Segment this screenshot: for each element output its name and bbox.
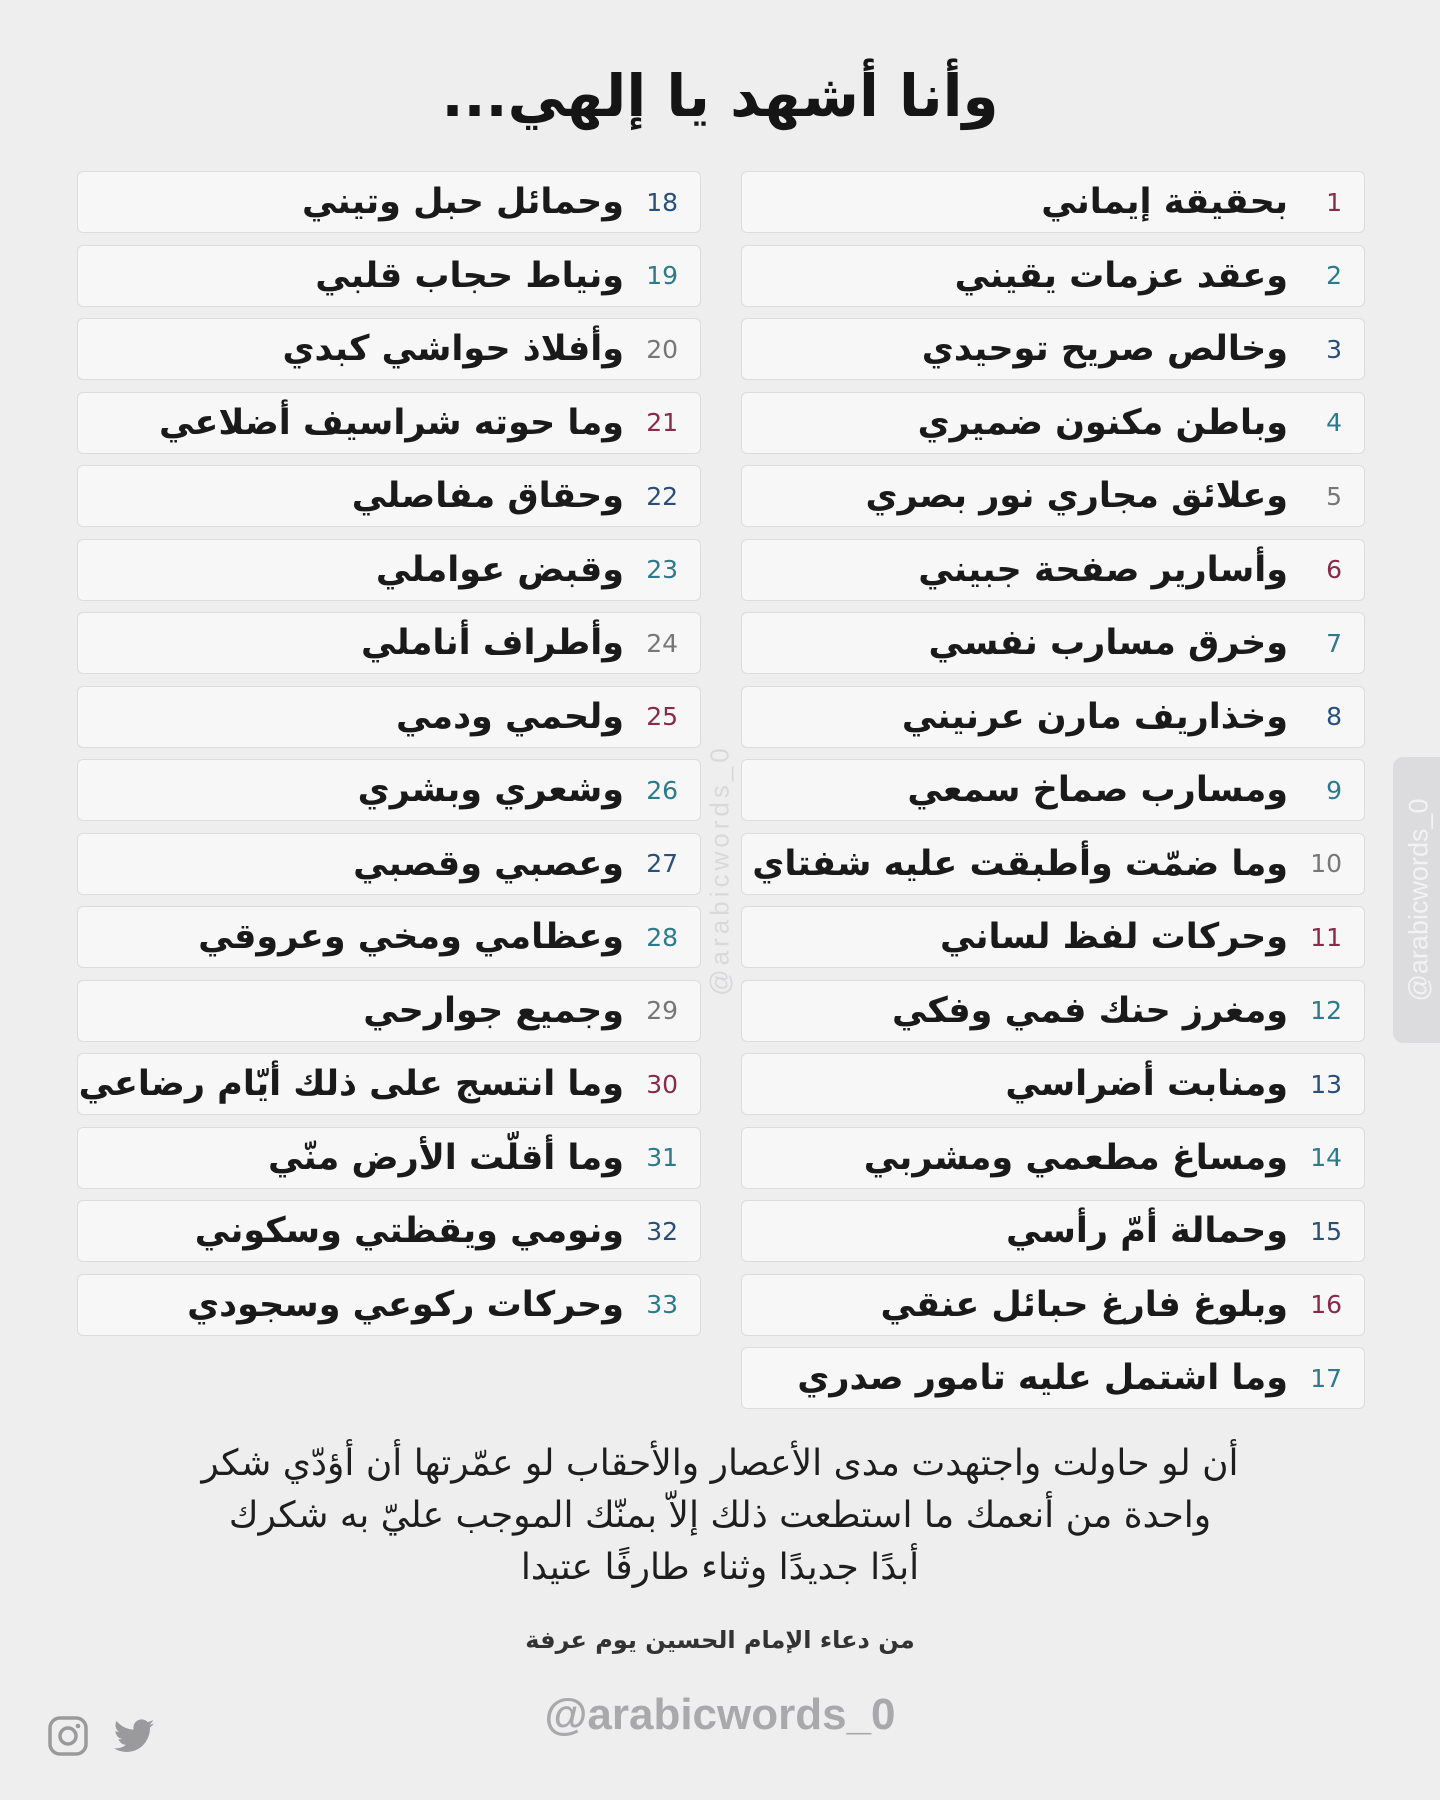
item-text: وما اشتمل عليه تامور صدري <box>797 1358 1288 1398</box>
source-caption: من دعاء الإمام الحسين يوم عرفة <box>525 1626 915 1654</box>
list-item <box>77 318 701 380</box>
list-item <box>741 1053 1365 1115</box>
list-item <box>77 612 701 674</box>
item-text: ونياط حجاب قلبي <box>315 255 624 296</box>
list-item <box>741 980 1365 1042</box>
item-number: 31 <box>646 1143 678 1172</box>
item-text: وبلوغ فارغ حبائل عنقي <box>880 1284 1288 1325</box>
page-title: وأنا أشهد يا إلهي... <box>441 62 999 130</box>
item-number: 13 <box>1310 1069 1342 1099</box>
item-number: 23 <box>646 555 678 584</box>
list-item <box>741 906 1365 968</box>
item-number: 3 <box>1326 334 1342 364</box>
item-number: 18 <box>646 187 678 217</box>
item-number: 15 <box>1310 1216 1342 1246</box>
item-text: وعقد عزمات يقيني <box>954 255 1288 296</box>
item-text: وأسارير صفحة جبيني <box>918 549 1288 590</box>
item-number: 1 <box>1326 187 1342 217</box>
item-number: 2 <box>1326 261 1342 290</box>
item-text: ومغرز حنك فمي وفكي <box>892 990 1288 1031</box>
item-number: 17 <box>1310 1363 1342 1393</box>
item-text: وقبض عواملي <box>375 549 624 590</box>
item-number: 14 <box>1310 1143 1342 1172</box>
item-text: وعلائق مجاري نور بصري <box>865 476 1288 516</box>
item-number: 12 <box>1310 996 1342 1025</box>
watermark-center: @arabicwords_0 <box>704 744 735 996</box>
list-item <box>741 833 1365 895</box>
item-number: 29 <box>646 996 678 1025</box>
list-item <box>741 392 1365 454</box>
twitter-icon[interactable] <box>112 1714 156 1758</box>
list-item <box>77 392 701 454</box>
item-text: وما حوته شراسيف أضلاعي <box>159 402 624 443</box>
item-number: 33 <box>646 1290 678 1319</box>
item-text: وخرق مسارب نفسي <box>928 623 1288 663</box>
list-item <box>741 1347 1365 1409</box>
list-item <box>77 833 701 895</box>
item-text: وما أقلّت الأرض منّي <box>267 1137 624 1178</box>
item-text: ومساغ مطعمي ومشربي <box>863 1137 1288 1178</box>
item-text: وما انتسج على ذلك أيّام رضاعي <box>78 1064 624 1104</box>
item-number: 22 <box>646 481 678 511</box>
list-item <box>77 465 701 527</box>
item-number: 21 <box>646 408 678 437</box>
item-number: 8 <box>1326 702 1342 731</box>
item-number: 19 <box>646 261 678 290</box>
list-item <box>741 245 1365 307</box>
item-number: 11 <box>1310 922 1342 952</box>
item-number: 16 <box>1310 1290 1342 1319</box>
item-text: وخالص صريح توحيدي <box>921 329 1288 369</box>
item-text: وباطن مكنون ضميري <box>917 402 1288 443</box>
item-text: وما ضمّت وأطبقت عليه شفتاي <box>752 843 1288 884</box>
list-item <box>77 980 701 1042</box>
list-item <box>77 539 701 601</box>
list-item <box>77 171 701 233</box>
item-text: وجميع جوارحي <box>363 990 624 1031</box>
item-text: وحركات لفظ لساني <box>939 917 1288 957</box>
item-text: ونومي ويقظتي وسكوني <box>194 1211 624 1251</box>
item-text: وحركات ركوعي وسجودي <box>187 1284 624 1325</box>
item-number: 5 <box>1326 481 1342 511</box>
list-item <box>741 686 1365 748</box>
list-item <box>77 1200 701 1262</box>
list-item <box>77 686 701 748</box>
item-text: وعصبي وقصبي <box>353 843 624 884</box>
item-text: ومسارب صماخ سمعي <box>907 770 1288 810</box>
item-number: 30 <box>646 1069 678 1099</box>
list-right-column <box>741 171 1365 1421</box>
item-number: 4 <box>1326 408 1342 437</box>
list-item <box>741 759 1365 821</box>
item-number: 24 <box>646 628 678 658</box>
list-item <box>77 759 701 821</box>
list-item <box>741 318 1365 380</box>
item-text: بحقيقة إيماني <box>1041 182 1288 222</box>
item-number: 20 <box>646 334 678 364</box>
list-item <box>77 906 701 968</box>
item-number: 7 <box>1326 628 1342 658</box>
list-item <box>741 1127 1365 1189</box>
item-text: وخذاريف مارن عرنيني <box>901 696 1288 737</box>
closing-line-3: أبدًا جديدًا وثناء طارفًا عتيدا <box>520 1547 920 1588</box>
list-item <box>741 612 1365 674</box>
closing-line-1: أن لو حاولت واجتهدت مدى الأعصار والأحقاب لو عمّرتها أن أؤدّي شكر <box>201 1443 1239 1484</box>
watermark-side-text: @arabicwords_0 <box>1403 798 1434 1002</box>
closing-paragraph <box>0 1438 1440 1594</box>
watermark-side-tab <box>1393 757 1440 1043</box>
list-left-column <box>77 171 701 1347</box>
instagram-icon[interactable] <box>46 1714 90 1758</box>
list-item <box>77 1274 701 1336</box>
item-text: وحمائل حبل وتيني <box>302 182 624 222</box>
list-item <box>741 539 1365 601</box>
list-item <box>77 1127 701 1189</box>
item-number: 26 <box>646 775 678 805</box>
item-text: ومنابت أضراسي <box>1005 1064 1288 1104</box>
item-text: وحقاق مفاصلي <box>351 476 624 516</box>
list-item <box>77 1053 701 1115</box>
list-item <box>741 171 1365 233</box>
account-handle: @arabicwords_0 <box>544 1690 896 1739</box>
list-item <box>741 1200 1365 1262</box>
item-number: 32 <box>646 1216 678 1246</box>
list-item <box>741 1274 1365 1336</box>
list-item <box>77 245 701 307</box>
item-number: 28 <box>646 922 678 952</box>
item-number: 10 <box>1310 849 1342 878</box>
item-number: 6 <box>1326 555 1342 584</box>
item-text: ولحمي ودمي <box>396 696 624 737</box>
item-text: وأطراف أناملي <box>361 623 624 663</box>
closing-line-2: واحدة من أنعمك ما استطعت ذلك إلاّ بمنّك الموجب عليّ به شكرك <box>228 1495 1212 1536</box>
item-text: وشعري وبشري <box>357 770 624 810</box>
item-text: وأفلاذ حواشي كبدي <box>282 329 624 369</box>
item-number: 25 <box>646 702 678 731</box>
item-text: وحمالة أمّ رأسي <box>1006 1211 1288 1251</box>
item-number: 27 <box>646 849 678 878</box>
list-item <box>741 465 1365 527</box>
item-number: 9 <box>1326 775 1342 805</box>
social-icons <box>46 1714 156 1758</box>
item-text: وعظامي ومخي وعروقي <box>198 917 624 957</box>
